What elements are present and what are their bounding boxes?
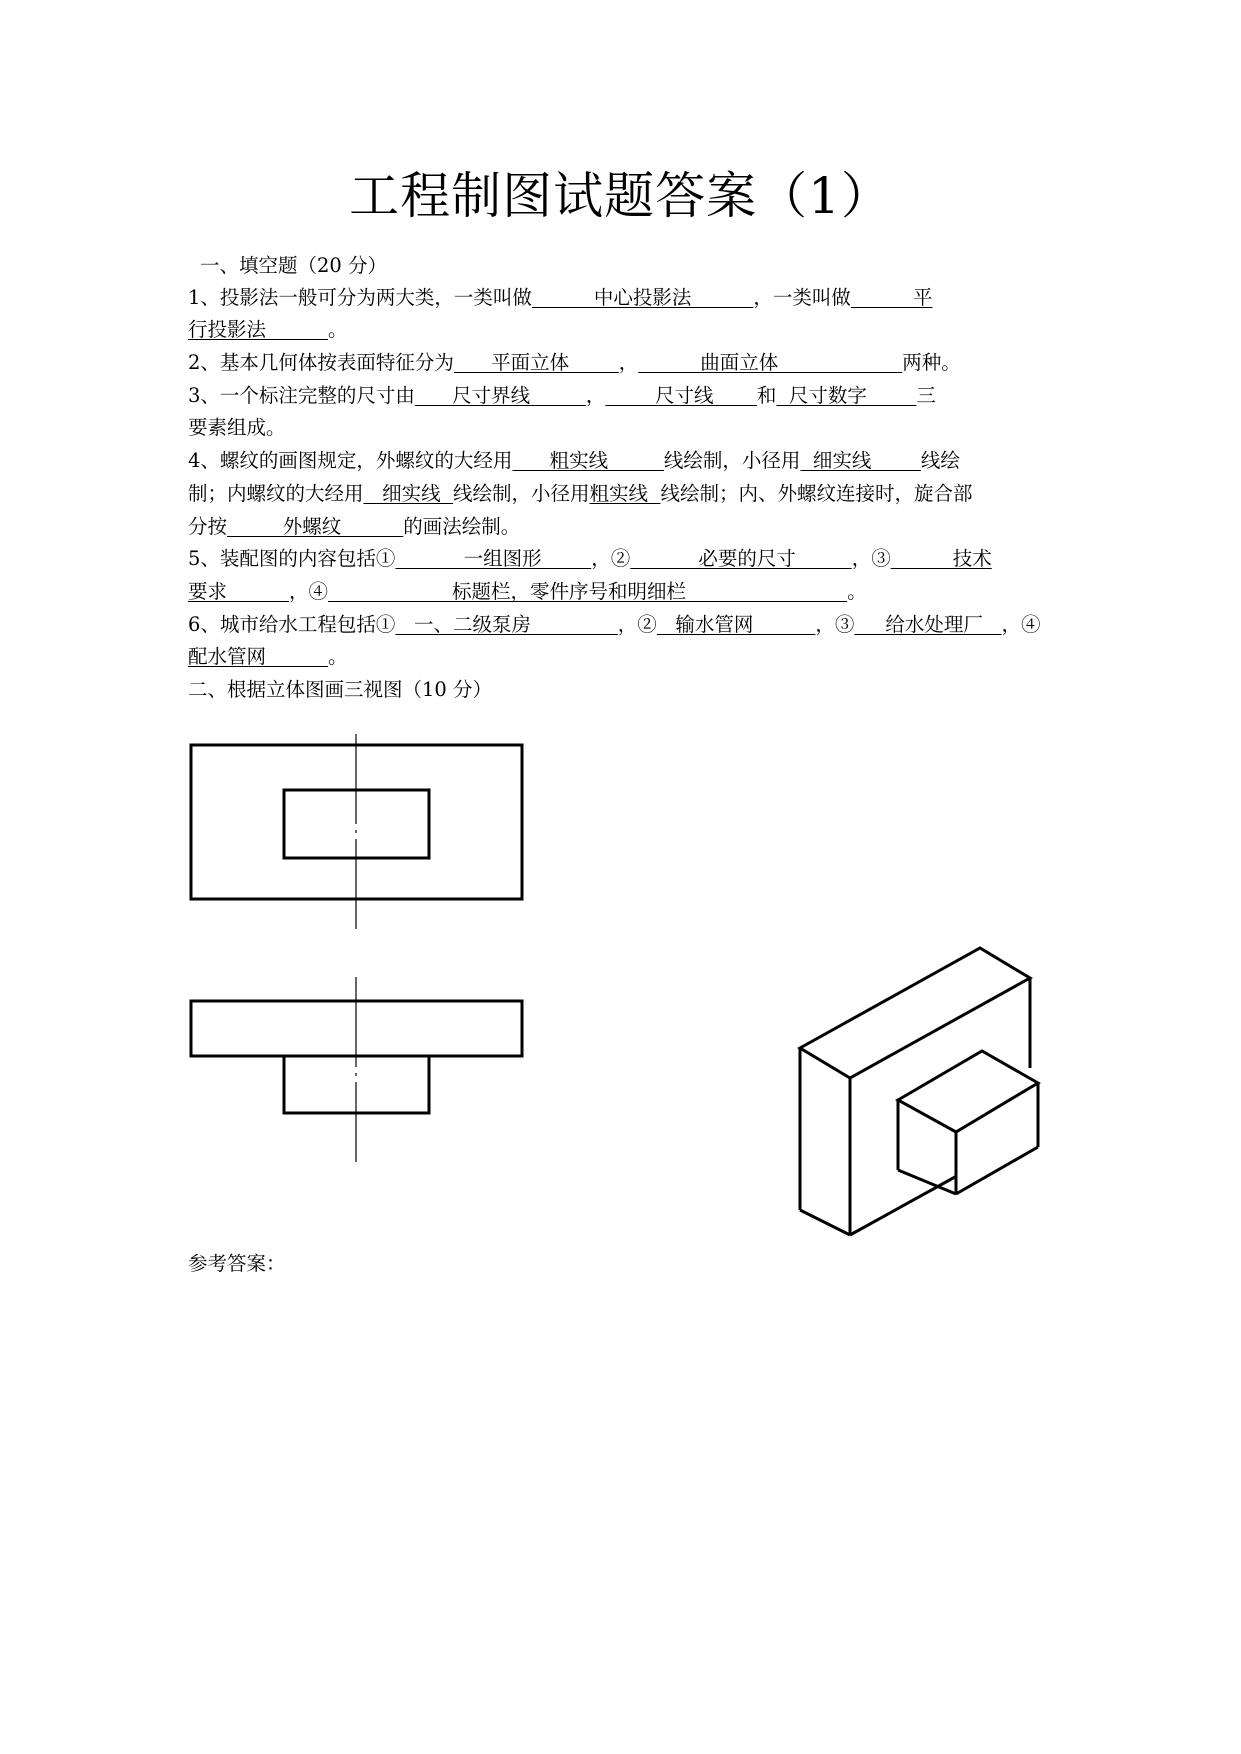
answer-blank: 给水处理厂 [854,613,1002,636]
answer-blank: 尺寸数字 [776,384,917,407]
answer-label: 参考答案： [188,1252,286,1275]
answer-blank: 外螺纹 [227,515,404,538]
page-title: 工程制图试题答案（1） [349,167,892,225]
answer-blank: 要求 [188,580,289,603]
answer-blank: 中心投影法 [531,286,754,309]
question-4-cont: 制；内螺纹的大经用 细实线 线绘制，小径用粗实线 线绘制；内、外螺纹连接时，旋合部 [188,482,973,505]
isometric-view-drawing [800,948,1038,1235]
top-view-drawing [191,977,522,1162]
question-1: 1、投影法一般可分为两大类，一类叫做 中心投影法 ，一类叫做 平 [188,286,933,309]
answer-blank: 技术 [890,547,992,570]
question-6-cont: 配水管网 。 [188,645,348,668]
answer-blank: 必要的尺寸 [630,547,852,570]
answer-blank: 粗实线 [512,449,664,472]
answer-blank: 粗实线 [589,482,661,505]
answer-blank: 曲面立体 [638,351,903,374]
front-view-drawing [191,734,522,931]
question-2: 2、基本几何体按表面特征分为 平面立体 ， 曲面立体 两种。 [188,351,961,374]
question-1-cont: 行投影法 。 [188,318,348,341]
question-4-cont2: 分按 外螺纹 的画法绘制。 [188,515,521,538]
answer-blank: 尺寸线 [605,384,757,407]
answer-blank: 配水管网 [188,645,328,668]
answer-blank: 平 [850,286,933,309]
answer-blank: 行投影法 [188,318,328,341]
question-5-cont: 要求 ，④ 标题栏，零件序号和明细栏 。 [188,580,867,603]
answer-blank: 一组图形 [395,547,592,570]
question-3: 3、一个标注完整的尺寸由 尺寸界线 ， 尺寸线 和 尺寸数字 三 [188,384,936,407]
question-5: 5、装配图的内容包括① 一组图形 ，② 必要的尺寸 ，③ 技术 [188,547,992,570]
answer-blank: 一、二级泵房 [395,613,618,636]
answer-blank: 细实线 [363,482,454,505]
section1-heading: 一、填空题（20 分） [200,254,388,277]
answer-blank: 输水管网 [656,613,816,636]
answer-blank: 平面立体 [453,351,619,374]
question-6: 6、城市给水工程包括① 一、二级泵房 ，② 输水管网 ，③ 给水处理厂 ，④ [188,613,1041,636]
answer-blank: 细实线 [800,449,921,472]
answer-blank: 尺寸界线 [414,384,586,407]
question-4: 4、螺纹的画图规定，外螺纹的大经用 粗实线 线绘制，小径用 细实线 线绘 [188,449,960,472]
section2-heading: 二、根据立体图画三视图（10 分） [188,678,493,701]
question-3-cont: 要素组成。 [188,416,286,439]
answer-blank: 标题栏，零件序号和明细栏 [328,580,848,603]
